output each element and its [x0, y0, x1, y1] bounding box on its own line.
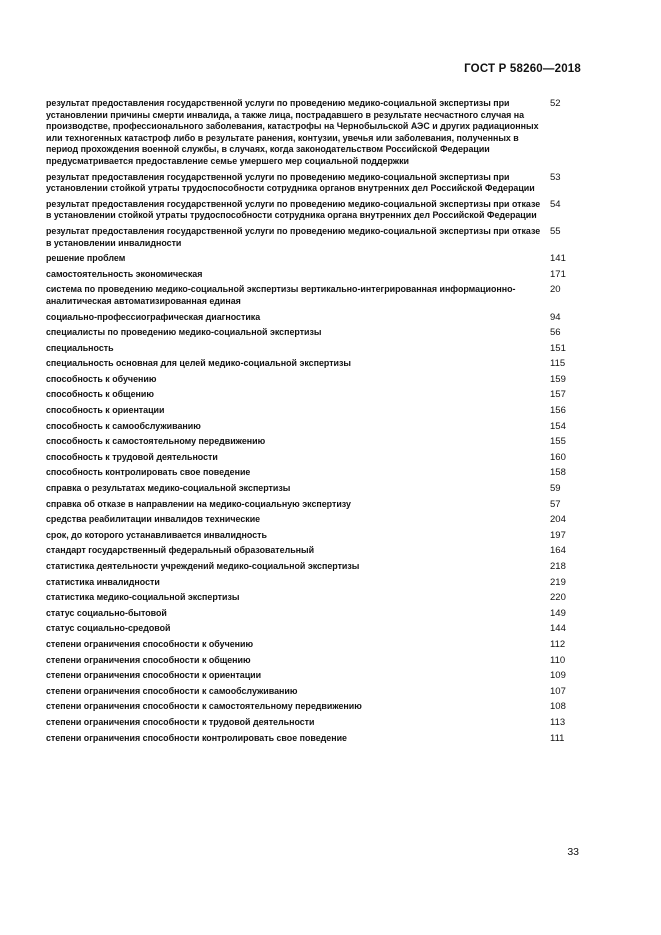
index-page-ref: 109 [550, 670, 566, 682]
index-term: результат предоставления государственной услуги по проведению медико-социальной экспертизы при установлении причины смерти инвалида, а также лица, пострадавшего в результате несчастного случая на производстве, профессионального заболевания, катастрофы на Чернобыльской АЭС и других радиационных или техногенных катастроф либо в результате ранения, контузии, увечья или заболевания, полученных в период прохождения военной службы, в случаях, когда законодательством Российской Федерации предусматривается предоставление семье умершего мер социальной поддержки [46, 98, 539, 166]
index-entry [46, 284, 586, 307]
index-entry [46, 592, 586, 604]
index-entry [46, 436, 586, 448]
index-entry [46, 577, 586, 589]
index-term: степени ограничения способности к самостоятельному передвижению [46, 701, 362, 712]
index-page-ref: 113 [550, 716, 566, 728]
index-term: способность к самостоятельному передвижению [46, 436, 266, 447]
index-term: статус социально-бытовой [46, 607, 167, 618]
index-page-ref: 157 [550, 389, 566, 401]
index-page-ref: 94 [550, 311, 561, 323]
index-entry [46, 253, 586, 265]
index-term: средства реабилитации инвалидов технические [46, 514, 261, 525]
index-page-ref: 53 [550, 171, 561, 183]
index-page-ref: 107 [550, 685, 566, 697]
index-page-ref: 149 [550, 607, 566, 619]
index-term: способность к самообслуживанию [46, 420, 201, 431]
index-term: справка о результатах медико-социальной экспертизы [46, 483, 291, 494]
index-page-ref: 156 [550, 405, 566, 417]
index-page-ref: 112 [550, 638, 566, 650]
index-page-ref: 110 [550, 654, 566, 666]
index-page-ref: 57 [550, 498, 561, 510]
index-entry [46, 452, 586, 464]
index-entry [46, 514, 586, 526]
index-term: система по проведению медико-социальной экспертизы вертикально-интегрированная информационно-аналитическая автоматизированная единая [46, 284, 516, 306]
index-term: результат предоставления государственной услуги по проведению медико-социальной экспертизы при установлении стойкой утраты трудоспособности сотрудника органов внутренних дел Российской Федерации [46, 171, 535, 194]
index-entry [46, 608, 586, 620]
index-page-ref: 197 [550, 529, 566, 541]
index-term: способность к ориентации [46, 405, 165, 416]
index-entry [46, 545, 586, 557]
index-page-ref: 204 [550, 514, 566, 526]
index-term: способность к трудовой деятельности [46, 451, 218, 462]
index-term: степени ограничения способности к ориентации [46, 670, 262, 681]
index-entry [46, 499, 586, 511]
index-entry [46, 421, 586, 433]
index-term: результат предоставления государственной услуги по проведению медико-социальной экспертизы при отказе в установлении стойкой утраты трудоспособности сотрудника органа внутренних дел Российской Федерации [46, 198, 541, 221]
index-entry [46, 199, 586, 222]
index-page-ref: 220 [550, 592, 566, 604]
index-entry [46, 623, 586, 635]
index-page-ref: 159 [550, 373, 566, 385]
index-term: степени ограничения способности к общению [46, 654, 251, 665]
index-entry [46, 670, 586, 682]
document-header: ГОСТ Р 58260—2018 [464, 63, 581, 75]
index-page-ref: 141 [550, 253, 566, 265]
index-page-ref: 218 [550, 561, 566, 572]
index-entry [46, 226, 586, 249]
index-entry [46, 467, 586, 479]
index-entry [46, 405, 586, 417]
index-page-ref: 164 [550, 545, 566, 557]
index-entry [46, 530, 586, 542]
index-term: статистика деятельности учреждений медико-социальной экспертизы [46, 561, 360, 571]
index-entry [46, 389, 586, 401]
index-page-ref: 111 [550, 732, 565, 744]
index-term: степени ограничения способности контролировать свое поведение [46, 732, 347, 743]
index-entry [46, 269, 586, 281]
index-term: статистика инвалидности [46, 576, 160, 587]
index-term: специальность основная для целей медико-социальной экспертизы [46, 358, 351, 369]
index-term: статус социально-средовой [46, 623, 171, 634]
index-page-ref: 155 [550, 436, 566, 448]
index-term: степени ограничения способности к самообслуживанию [46, 685, 298, 696]
index-page-ref: 55 [550, 225, 561, 237]
index-entry [46, 172, 586, 195]
index-entry [46, 312, 586, 324]
index-term: статистика медико-социальной экспертизы [46, 592, 240, 603]
index-entry [46, 561, 586, 573]
index-term: способность к общению [46, 389, 154, 400]
term-index [46, 98, 586, 748]
index-term: специалисты по проведению медико-социальной экспертизы [46, 327, 322, 338]
index-page-ref: 59 [550, 483, 561, 495]
index-page-ref: 56 [550, 327, 561, 339]
index-term: степени ограничения способности к обучению [46, 638, 254, 649]
index-page-ref: 171 [550, 268, 566, 280]
index-page-ref: 154 [550, 420, 566, 432]
index-page-ref: 108 [550, 701, 566, 713]
index-term: способность контролировать свое поведение [46, 467, 251, 478]
index-term: самостоятельность экономическая [46, 268, 203, 279]
index-entry [46, 358, 586, 370]
index-term: решение проблем [46, 253, 126, 264]
page-number: 33 [567, 846, 579, 858]
index-entry [46, 733, 586, 745]
index-term: степени ограничения способности к трудовой деятельности [46, 716, 315, 727]
index-entry [46, 717, 586, 729]
index-term: справка об отказе в направлении на медико-социальную экспертизу [46, 498, 351, 509]
index-term: социально-профессиографическая диагностика [46, 311, 261, 322]
index-page-ref: 52 [550, 98, 561, 109]
index-entry [46, 686, 586, 698]
index-page-ref: 158 [550, 467, 566, 479]
index-entry [46, 483, 586, 495]
index-entry [46, 343, 586, 355]
index-page-ref: 54 [550, 198, 561, 210]
index-term: способность к обучению [46, 373, 157, 384]
index-page-ref: 151 [550, 342, 566, 354]
index-page-ref: 115 [550, 358, 566, 370]
index-page-ref: 20 [550, 284, 561, 296]
index-entry [46, 639, 586, 651]
index-term: срок, до которого устанавливается инвалидность [46, 529, 267, 540]
index-entry [46, 655, 586, 667]
index-term: результат предоставления государственной услуги по проведению медико-социальной экспертизы при отказе в установлении инвалидности [46, 225, 541, 248]
index-term: стандарт государственный федеральный образовательный [46, 545, 315, 556]
index-entry [46, 701, 586, 713]
index-term: специальность [46, 342, 114, 353]
index-page-ref: 219 [550, 576, 566, 588]
index-entry [46, 98, 586, 168]
index-entry [46, 327, 586, 339]
index-page-ref: 144 [550, 623, 566, 635]
index-page-ref: 160 [550, 451, 566, 463]
index-entry [46, 374, 586, 386]
